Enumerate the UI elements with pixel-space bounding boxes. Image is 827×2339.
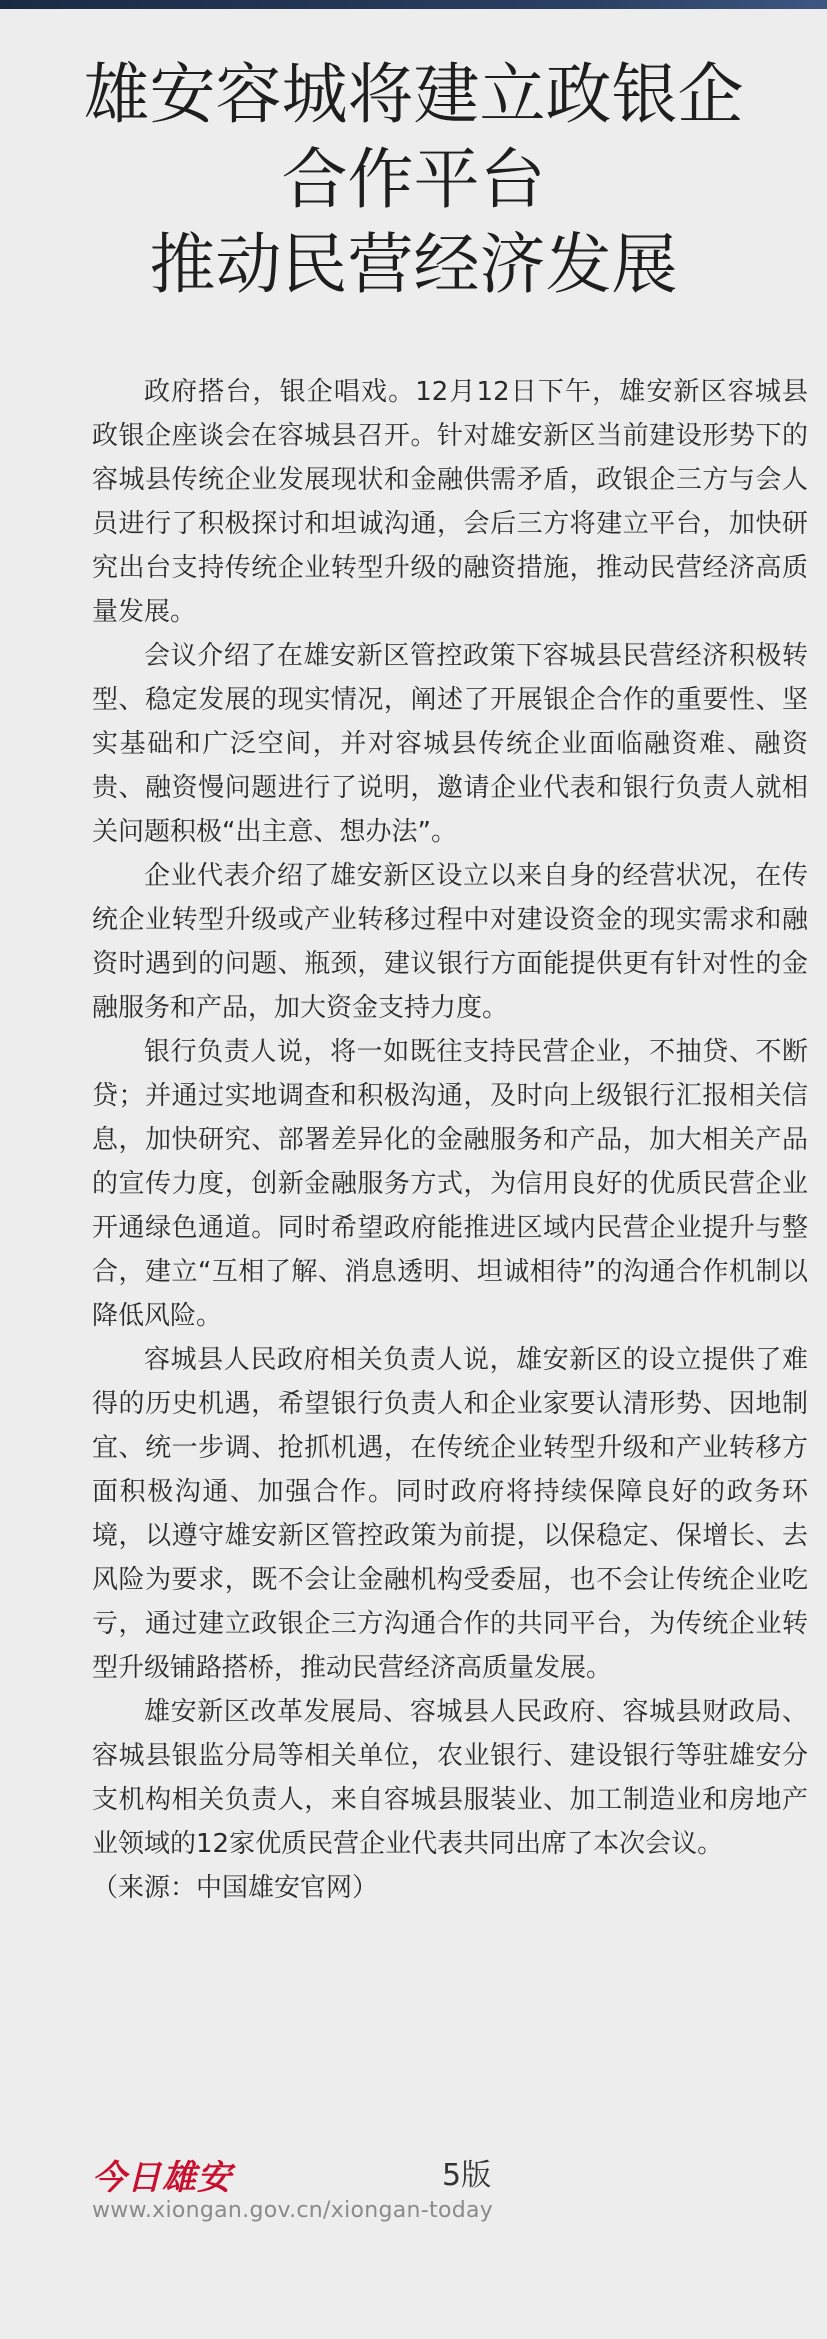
site-url-link[interactable]: www.xiongan.gov.cn/xiongan-today [92, 2198, 494, 2223]
article-paragraph: 政府搭台，银企唱戏。12月12日下午，雄安新区容城县政银企座谈会在容城县召开。针对雄安新区当前建设形势下的容城县传统企业发展现状和金融供需矛盾，政银企三方与会人员进行了积极探讨和坦诚沟通，会后三方将建立平台，加快研究出台支持传统企业转型升级的融资措施，推动民营经济高质量发展。 [92, 377, 808, 627]
edition-label: 5版 [442, 2158, 492, 2193]
article-paragraph: 会议介绍了在雄安新区管控政策下容城县民营经济积极转型、稳定发展的现实情况，阐述了开展银企合作的重要性、坚实基础和广泛空间，并对容城县传统企业面临融资难、融资贵、融资慢问题进行了说明，邀请企业代表和银行负责人就相关问题积极“出主意、想办法”。 [92, 641, 808, 847]
article-paragraph: 银行负责人说，将一如既往支持民营企业，不抽贷、不断贷；并通过实地调查和积极沟通，及时向上级银行汇报相关信息，加快研究、部署差异化的金融服务和产品，加大相关产品的宣传力度，创新金融服务方式，为信用良好的优质民营企业开通绿色通道。同时希望政府能推进区域内民营企业提升与整合，建立“互相了解、消息透明、坦诚相待”的沟通合作机制以降低风险。 [92, 1037, 808, 1331]
headline-line-3: 推动民营经济发展 [149, 226, 678, 303]
article-body [92, 370, 808, 1910]
top-accent-bar [0, 0, 827, 9]
headline-line-2: 合作平台 [281, 141, 546, 218]
headline-line-1: 雄安容城将建立政银企 [83, 56, 744, 133]
source-note: （来源：中国雄安官网） [92, 1873, 379, 1903]
brand-logo: 今日雄安 [92, 2158, 232, 2198]
article-headline [40, 52, 787, 307]
article-paragraph: 企业代表介绍了雄安新区设立以来自身的经营状况，在传统企业转型升级或产业转移过程中对建设资金的现实需求和融资时遇到的问题、瓶颈，建议银行方面能提供更有针对性的金融服务和产品，加大资金支持力度。 [92, 861, 808, 1023]
article-paragraph: 雄安新区改革发展局、容城县人民政府、容城县财政局、容城县银监分局等相关单位，农业银行、建设银行等驻雄安分支机构相关负责人，来自容城县服装业、加工制造业和房地产业领域的12家优质民营企业代表共同出席了本次会议。 [92, 1697, 808, 1859]
page-footer [92, 2140, 592, 2223]
article-paragraph: 容城县人民政府相关负责人说，雄安新区的设立提供了难得的历史机遇，希望银行负责人和企业家要认清形势、因地制宜、统一步调、抢抓机遇，在传统企业转型升级和产业转移方面积极沟通、加强合作。同时政府将持续保障良好的政务环境，以遵守雄安新区管控政策为前提，以保稳定、保增长、去风险为要求，既不会让金融机构受委屈，也不会让传统企业吃亏，通过建立政银企三方沟通合作的共同平台，为传统企业转型升级铺路搭桥，推动民营经济高质量发展。 [92, 1345, 808, 1683]
